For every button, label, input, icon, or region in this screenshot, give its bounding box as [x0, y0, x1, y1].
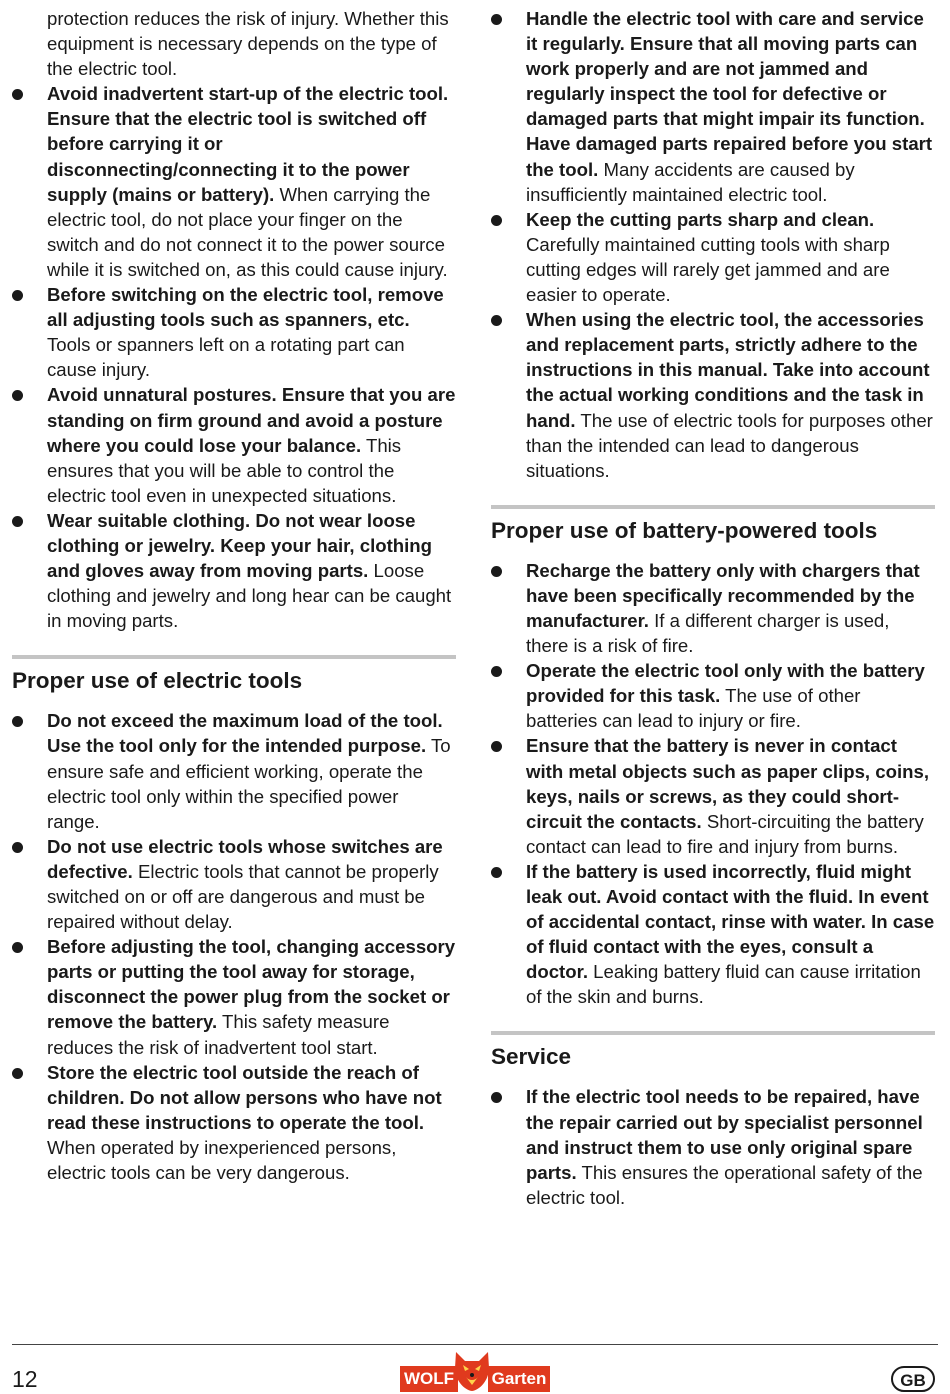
brand-logo — [400, 1350, 550, 1392]
item-bold-text: Before adjusting the tool, changing accessory parts or putting the tool away for storage, disconnect the power plug from the socket or remove the battery. — [47, 936, 456, 1033]
item-bold-text: Wear suitable clothing. Do not wear loose clothing or jewelry. Keep your hair, clothing and gloves away from moving parts. — [47, 509, 433, 582]
item-text: The use of other batteries can lead to injury or fire. — [526, 685, 861, 732]
item-bold-text: Avoid unnatural postures. Ensure that you are standing on firm ground and avoid a posture where you could lose your balance. — [47, 384, 456, 456]
item-text: When operated by inexperienced persons, electric tools can be very dangerous. — [47, 1136, 397, 1184]
list-item — [12, 508, 456, 633]
item-bold-text: Do not exceed the maximum load of the tool. Use the tool only for the intended purpose. — [47, 710, 443, 757]
item-bold-text: Ensure that the battery is never in contact with metal objects such as paper clips, coins, keys, nails or screws, as they could short-circuit the contacts. — [526, 735, 929, 832]
item-text: The use of electric tools for purposes other than the intended can lead to dangerous situations. — [526, 409, 933, 481]
logo-text-wolf: WOLF — [400, 1366, 458, 1392]
item-text: Electric tools that cannot be properly switched on or off are dangerous and must be repaired without delay. — [47, 860, 439, 933]
list-item — [491, 859, 935, 1010]
list-item — [491, 207, 935, 307]
item-text: Leaking battery fluid can cause irritation of the skin and burns. — [526, 961, 921, 1008]
section-divider — [491, 1031, 935, 1035]
item-bold-text: Recharge the battery only with chargers that have been specifically recommended by the manufacturer. — [526, 559, 920, 631]
item-bold-text: Store the electric tool outside the reach of children. Do not allow persons who have not read these instructions to operate the tool. — [47, 1061, 442, 1133]
right-column — [491, 6, 935, 1210]
section-title-electric-tools: Proper use of electric tools — [12, 668, 303, 694]
list-item — [491, 733, 935, 858]
page-number: 12 — [12, 1366, 38, 1392]
list-item — [491, 658, 935, 733]
footer-divider — [12, 1344, 938, 1345]
section-divider — [12, 655, 456, 659]
list-item — [12, 934, 456, 1059]
item-bold-text: Before switching on the electric tool, remove all adjusting tools such as spanners, etc. — [47, 284, 444, 331]
section-title-service: Service — [491, 1044, 572, 1070]
left-column — [12, 6, 456, 1185]
list-item — [12, 282, 456, 382]
item-text: Loose clothing and jewelry and long hear can be caught in moving parts. — [47, 560, 452, 632]
intro-paragraph: protection reduces the risk of injury. Whether this equipment is necessary depends on the type of the electric tool. — [47, 8, 449, 80]
list-item — [12, 1060, 456, 1185]
list-item — [12, 834, 456, 934]
item-bold-text: If the battery is used incorrectly, fluid might leak out. Avoid contact with the fluid. In event of accidental contact, rinse with water. In case of fluid contact with the eyes, consult a doctor. — [526, 860, 935, 983]
item-bold-text: Handle the electric tool with care and service it regularly. Ensure that all moving parts can work properly and are not jammed and regularly inspect the tool for defective or damaged parts that might impair its function. Have damaged parts repaired before you start the tool. — [526, 8, 933, 180]
item-text: When carrying the electric tool, do not place your finger on the switch and do not connect it to the power source while it is switched on, as this could cause injury. — [47, 183, 448, 280]
item-bold-text: Do not use electric tools whose switches are defective. — [47, 835, 443, 882]
item-text: Tools or spanners left on a rotating part can cause injury. — [47, 334, 405, 381]
list-item — [491, 6, 935, 207]
item-text: This ensures the operational safety of the electric tool. — [526, 1161, 923, 1208]
item-text: Short-circuiting the battery contact can lead to fire and injury from burns. — [526, 810, 924, 857]
country-code-badge: GB — [891, 1366, 935, 1392]
item-bold-text: Operate the electric tool only with the battery provided for this task. — [526, 660, 925, 707]
item-text: Carefully maintained cutting tools with sharp cutting edges will rarely get jammed and are easier to operate. — [526, 233, 890, 306]
logo-text-garten: Garten — [488, 1366, 550, 1392]
item-text: This ensures that you will be able to control the electric tool even in unexpected situations. — [47, 434, 402, 506]
item-bold-text: Keep the cutting parts sharp and clean. — [526, 208, 875, 230]
item-bold-text: Avoid inadvertent start-up of the electric tool. Ensure that the electric tool is switched off before carrying it or disconnecting/connecting it to the power supply (mains or battery). — [47, 83, 449, 205]
list-item — [491, 307, 935, 483]
list-item — [12, 81, 456, 282]
list-item — [491, 558, 935, 658]
item-bold-text: If the electric tool needs to be repaired, have the repair carried out by specialist personnel and instruct them to use only original spare parts. — [526, 1086, 923, 1183]
item-text: To ensure safe and efficient working, operate the electric tool only within the specified power range. — [47, 735, 451, 832]
wolf-head-icon — [452, 1350, 492, 1392]
item-bold-text: When using the electric tool, the accessories and replacement parts, strictly adhere to the instructions in this manual. Take into account the actual working conditions and the task in hand. — [526, 309, 930, 431]
item-text: Many accidents are caused by insufficiently maintained electric tool. — [526, 158, 855, 205]
item-text: This safety measure reduces the risk of inadvertent tool start. — [47, 1011, 390, 1058]
list-item — [491, 1084, 935, 1209]
list-item — [12, 708, 456, 833]
item-text: If a different charger is used, there is a risk of fire. — [526, 609, 890, 657]
section-title-battery: Proper use of battery-powered tools — [491, 517, 878, 543]
section-divider — [491, 505, 935, 509]
list-item — [12, 382, 456, 507]
